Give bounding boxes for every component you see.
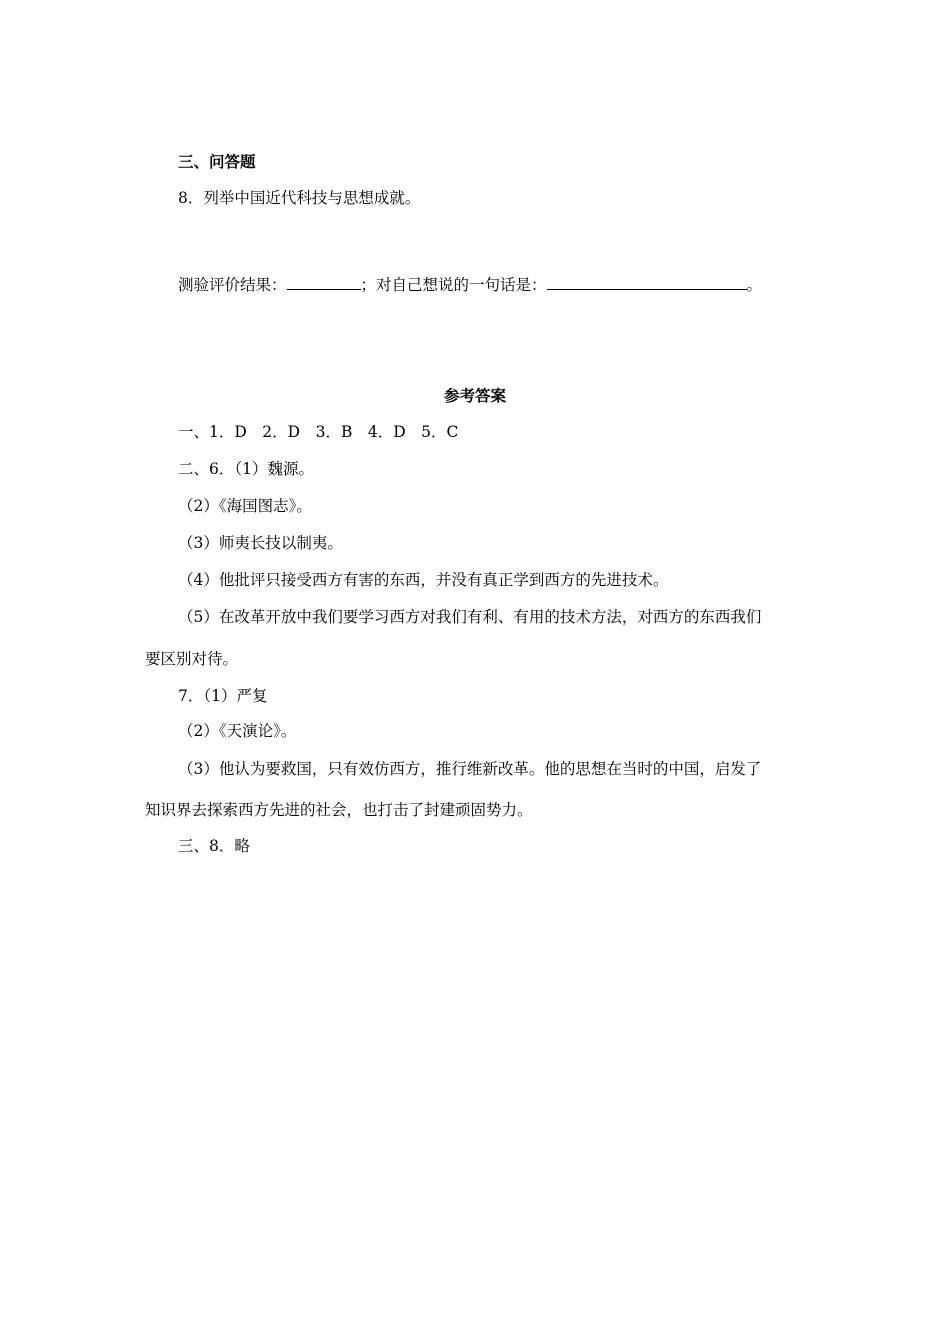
answer-6-1: 二、6．（1）魏源。	[178, 460, 314, 478]
answer-6-5-line-2: 要区别对待。	[145, 650, 239, 668]
evaluation-end-mark: 。	[746, 276, 763, 294]
answer-key-title: 参考答案	[443, 386, 506, 405]
evaluation-result-blank[interactable]	[287, 274, 361, 290]
self-message-blank[interactable]	[547, 274, 747, 290]
answer-6-5-line-1: （5）在改革开放中我们要学习西方对我们有利、有用的技术方法，对西方的东西我们	[178, 608, 762, 626]
answer-7-3-line-1: （3）他认为要救国，只有效仿西方，推行维新改革。他的思想在当时的中国，启发了	[178, 760, 762, 778]
answer-6-2: （2）《海国图志》。	[178, 497, 312, 515]
question-8: 8．列举中国近代科技与思想成就。	[178, 189, 421, 207]
answer-6-4: （4）他批评只接受西方有害的东西，并没有真正学到西方的先进技术。	[178, 571, 669, 589]
answer-7-3-line-2: 知识界去探索西方先进的社会，也打击了封建顽固势力。	[145, 801, 533, 819]
answer-6-3: （3）师夷长技以制夷。	[178, 534, 343, 552]
evaluation-result-label: 测验评价结果：	[178, 276, 287, 294]
self-message-label: ；对自己想说的一句话是：	[360, 276, 547, 294]
answer-7-2: （2）《天演论》。	[178, 722, 297, 740]
answer-part-3: 三、8．略	[178, 837, 250, 855]
evaluation-line	[178, 274, 762, 295]
answer-7-1: 7．（1）严复	[178, 687, 268, 705]
answer-part-1: 一、1．D 2．D 3．B 4．D 5．C	[178, 423, 459, 441]
section-3-heading: 三、问答题	[178, 152, 256, 171]
